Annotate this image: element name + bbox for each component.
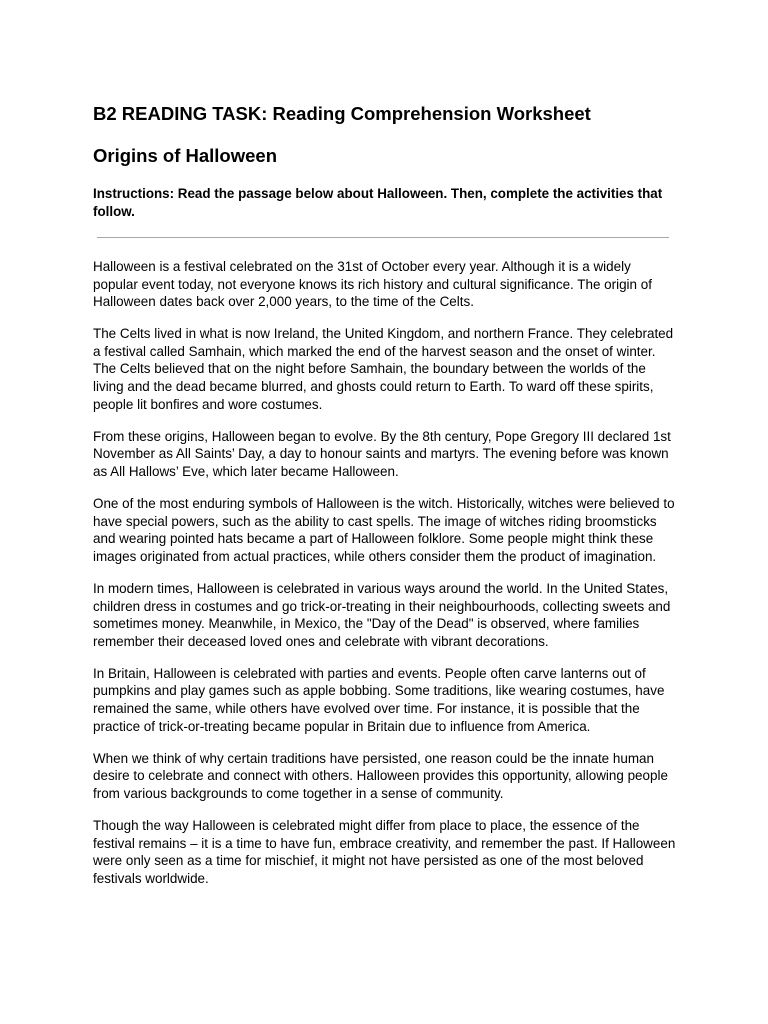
page-title: Origins of Halloween: [93, 145, 277, 166]
passage-paragraph: In modern times, Halloween is celebrated in various ways around the world. In the United States, children dress in costumes and go trick-or-treating in their neighbourhoods, collecting sweets and sometimes money. Meanwhile, in Mexico, the "Day of the Dead" is observed, where families remember their deceased loved ones and celebrate with vibrant decorations.: [93, 580, 671, 649]
instructions: Instructions: Read the passage below about Halloween. Then, complete the activities that follow.: [93, 186, 663, 219]
passage-paragraph: From these origins, Halloween began to evolve. By the 8th century, Pope Gregory III declared 1st November as All Saints’ Day, a day to honour saints and martyrs. The evening before was known as All Hallows’ Eve, which later became Halloween.: [93, 428, 671, 479]
passage-paragraph: One of the most enduring symbols of Halloween is the witch. Historically, witches were believed to have special powers, such as the ability to cast spells. The image of witches riding broomsticks and wearing pointed hats became a part of Halloween folklore. Some people might think these images originated from actual practices, while others consider them the product of imagination.: [93, 496, 675, 564]
passage-paragraph: The Celts lived in what is now Ireland, the United Kingdom, and northern France. They celebrated a festival called Samhain, which marked the end of the harvest season and the onset of winter. The Celts believed that on the night before Samhain, the boundary between the worlds of the living and the dead became blurred, and ghosts could return to Earth. To ward off these spirits, people lit bonfires and wore costumes.: [93, 326, 674, 412]
passage-paragraph: Though the way Halloween is celebrated might differ from place to place, the essence of the festival remains – it is a time to have fun, embrace creativity, and remember the past. If Halloween were only seen as a time for mischief, it might not have persisted as one of the most beloved festivals worldwide.: [93, 817, 676, 886]
passage-paragraph: When we think of why certain traditions have persisted, one reason could be the innate human desire to celebrate and connect with others. Halloween provides this opportunity, allowing people from various backgrounds to come together in a sense of community.: [93, 750, 668, 801]
passage-paragraph: In Britain, Halloween is celebrated with parties and events. People often carve lanterns out of pumpkins and play games such as apple bobbing. Some traditions, like wearing costumes, have remained the same, while others have evolved over time. For instance, it is possible that the practice of trick-or-treating became popular in Britain due to influence from America.: [93, 665, 665, 734]
worksheet-title: B2 READING TASK: Reading Comprehension Worksheet: [93, 103, 591, 124]
passage-paragraph: Halloween is a festival celebrated on the 31st of October every year. Although it is a widely popular event today, not everyone knows its rich history and cultural significance. The origin of Halloween dates back over 2,000 years, to the time of the Celts.: [93, 259, 652, 310]
reading-passage: [93, 258, 679, 902]
divider: [97, 237, 669, 238]
